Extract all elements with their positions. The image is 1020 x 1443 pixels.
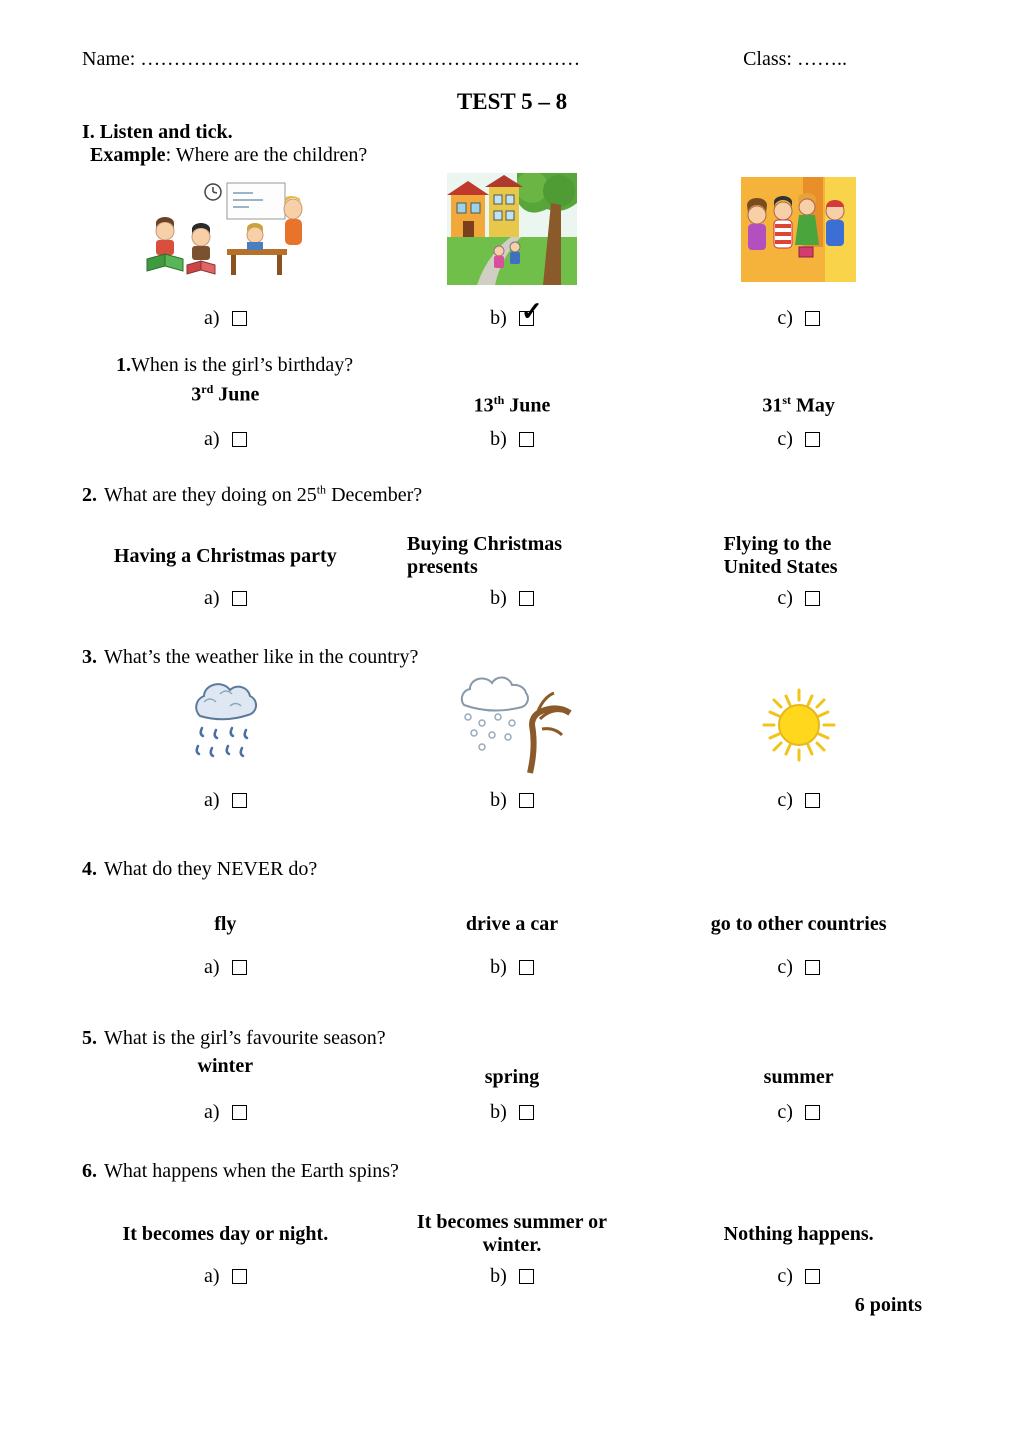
option-label: a): [204, 956, 220, 979]
weather-image-cell-b: [452, 675, 572, 781]
checkbox[interactable]: [805, 793, 820, 808]
option-label: a): [204, 789, 220, 812]
choice-option: Nothing happens.: [723, 1222, 874, 1245]
question-text: When is the girl’s birthday?: [131, 354, 354, 376]
question-1-choices: [82, 382, 942, 418]
choice-option: 31st May: [762, 393, 835, 417]
example-image-cell-a: [143, 179, 308, 285]
checkbox[interactable]: [805, 960, 820, 975]
choice-option: spring: [484, 1066, 540, 1089]
check-icon: ✓: [520, 297, 543, 326]
sun-icon: [762, 688, 836, 762]
choice-option: fly: [214, 913, 237, 936]
question-6-choices: [82, 1211, 942, 1257]
choice-option: 3rd June: [191, 382, 260, 406]
checkbox[interactable]: [805, 591, 820, 606]
option-a: [204, 956, 247, 979]
example-option-c: [777, 307, 820, 330]
example-options-row: [82, 297, 942, 330]
option-label: b): [490, 789, 507, 812]
question-number: 6.: [82, 1160, 97, 1183]
option-label: b): [490, 1101, 507, 1124]
option-label: b): [490, 427, 507, 450]
option-c: [777, 428, 820, 451]
classroom-scene-image: [143, 179, 308, 279]
choice-option: Buying Christmas presents: [406, 533, 563, 579]
question-3-options: [82, 789, 942, 812]
option-c: [777, 789, 820, 812]
option-label: c): [777, 789, 793, 812]
checkbox[interactable]: [232, 793, 247, 808]
question-number: 2.: [82, 484, 97, 507]
question-number: 4.: [82, 858, 97, 881]
option-label: c): [777, 1101, 793, 1124]
question-5: [82, 1027, 942, 1050]
question-2-choices: [82, 533, 942, 579]
choice-option: drive a car: [465, 913, 559, 936]
checkbox[interactable]: [519, 432, 534, 447]
example-question-line: [90, 144, 942, 167]
question-5-choices: [82, 1055, 942, 1089]
option-a: [204, 587, 247, 610]
section-heading: I. Listen and tick.: [82, 121, 233, 143]
question-2-options: [82, 587, 942, 610]
checkbox[interactable]: [232, 311, 247, 326]
choice-option: It becomes day or night.: [122, 1222, 329, 1245]
question-text: What’s the weather like in the country?: [104, 646, 419, 669]
option-b: [490, 1101, 534, 1124]
option-b: [490, 587, 534, 610]
question-3-images: [82, 675, 942, 781]
option-label: c): [777, 956, 793, 979]
option-label: a): [204, 307, 220, 329]
question-number: 1.: [116, 354, 131, 376]
checkbox[interactable]: [519, 591, 534, 606]
checkbox[interactable]: [519, 960, 534, 975]
option-b: [490, 428, 534, 451]
option-c: [777, 956, 820, 979]
checkbox[interactable]: [519, 1105, 534, 1120]
question-text: What is the girl’s favourite season?: [104, 1027, 386, 1050]
street-scene-image: [447, 173, 577, 285]
choice-option: Having a Christmas party: [113, 544, 337, 567]
checkbox[interactable]: [232, 432, 247, 447]
choice-option: 13th June: [473, 393, 551, 417]
option-a: [204, 789, 247, 812]
option-label: a): [204, 1265, 220, 1288]
party-scene-image: [741, 177, 856, 282]
option-a: [204, 1101, 247, 1124]
checkbox[interactable]: [232, 1105, 247, 1120]
checkbox[interactable]: [805, 1269, 820, 1284]
checkbox[interactable]: [519, 793, 534, 808]
question-4-options: [82, 956, 942, 979]
option-c: [777, 1101, 820, 1124]
weather-image-cell-a: [186, 680, 264, 776]
example-label: Example: [90, 144, 166, 166]
rain-cloud-icon: [186, 680, 264, 770]
checkbox[interactable]: [805, 1105, 820, 1120]
checked-checkbox[interactable]: [519, 297, 543, 326]
question-6: [82, 1160, 942, 1183]
question-4-choices: [82, 913, 942, 936]
option-label: a): [204, 587, 220, 610]
example-images-row: [82, 173, 942, 291]
question-3: [82, 646, 942, 669]
option-label: b): [490, 587, 507, 610]
snow-wind-tree-icon: [452, 675, 572, 775]
option-a: [204, 428, 247, 451]
choice-option: go to other countries: [710, 913, 887, 936]
option-b: [490, 1265, 534, 1288]
option-label: c): [777, 427, 793, 450]
example-image-cell-b: [447, 173, 577, 291]
option-label: a): [204, 427, 220, 450]
question-1-options: [82, 428, 942, 451]
checkbox[interactable]: [232, 960, 247, 975]
question-2: [82, 483, 942, 508]
choice-option: winter: [197, 1055, 254, 1078]
question-text: What are they doing on 25th December?: [104, 482, 423, 507]
checkbox[interactable]: [232, 591, 247, 606]
example-image-cell-c: [741, 177, 856, 288]
option-label: b): [490, 307, 507, 329]
checkbox[interactable]: [232, 1269, 247, 1284]
option-label: c): [777, 587, 793, 610]
option-a: [204, 1265, 247, 1288]
name-field[interactable]: Name: …………………………………………………………: [82, 48, 581, 70]
checkbox[interactable]: [519, 1269, 534, 1284]
question-text: What do they NEVER do?: [104, 858, 318, 881]
example-question-text: : Where are the children?: [165, 144, 368, 166]
question-1: [116, 354, 942, 377]
option-label: a): [204, 1101, 220, 1124]
page-title: TEST 5 – 8: [456, 89, 568, 114]
option-c: [777, 587, 820, 610]
class-field[interactable]: Class: ……..: [743, 48, 847, 70]
example-option-a: [204, 307, 247, 330]
question-5-options: [82, 1101, 942, 1124]
option-b: [490, 956, 534, 979]
question-number: 3.: [82, 646, 97, 669]
option-label: b): [490, 956, 507, 979]
choice-option: Flying to the United States: [723, 533, 838, 579]
option-label: c): [777, 1265, 793, 1288]
option-label: c): [777, 307, 793, 329]
option-c: [777, 1265, 820, 1288]
checkbox[interactable]: [805, 311, 820, 326]
question-6-options: [82, 1265, 942, 1288]
question-4: [82, 858, 942, 881]
option-b: [490, 789, 534, 812]
question-number: 5.: [82, 1027, 97, 1050]
points-label: 6 points: [854, 1294, 922, 1317]
weather-image-cell-c: [762, 688, 836, 768]
example-option-b: [490, 297, 543, 330]
choice-option: It becomes summer or winter.: [416, 1211, 608, 1257]
checkbox[interactable]: [805, 432, 820, 447]
choice-option: summer: [763, 1066, 834, 1089]
option-label: b): [490, 1265, 507, 1288]
header: [82, 48, 942, 71]
question-text: What happens when the Earth spins?: [104, 1160, 399, 1183]
